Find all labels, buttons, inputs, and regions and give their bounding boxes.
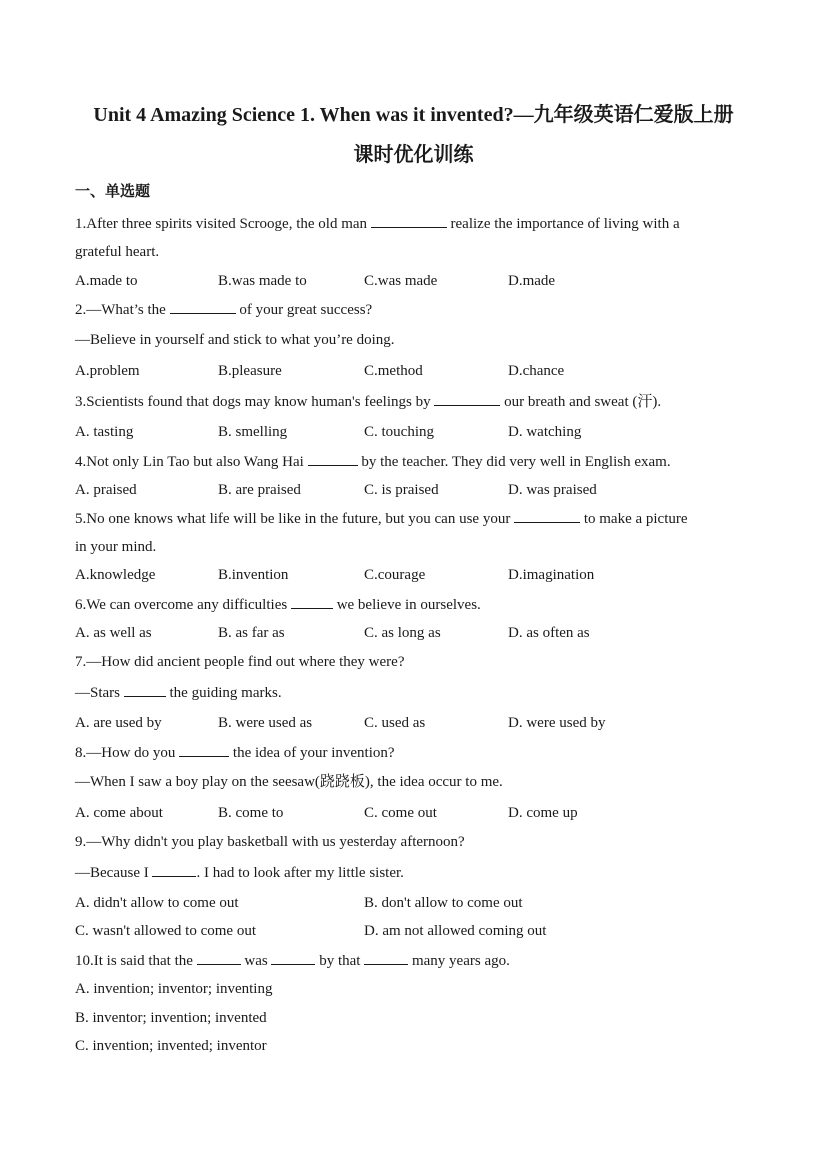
question-8-stem: 8.—How do you the idea of your invention?: [75, 742, 395, 763]
question-1-option-a: A.made to: [75, 273, 138, 289]
question-6-stem: 6.We can overcome any difficulties we believe in ourselves.: [75, 594, 481, 615]
question-1-option-d: D.made: [508, 273, 556, 289]
question-7-stem: 7.—How did ancient people find out where they were?: [75, 654, 405, 670]
question-3-option-a: A. tasting: [75, 424, 134, 440]
answer-blank: [271, 950, 315, 965]
question-9-option-d: D. am not allowed coming out: [364, 923, 547, 939]
question-4-option-c: C. is praised: [364, 482, 439, 498]
answer-blank: [308, 451, 358, 466]
question-7-option-d: D. were used by: [508, 715, 606, 731]
answer-blank: [179, 742, 229, 757]
question-3-stem: 3.Scientists found that dogs may know human's feelings by our breath and sweat (汗).: [75, 391, 661, 412]
answer-blank: [371, 213, 447, 228]
question-9-option-a: A. didn't allow to come out: [75, 895, 239, 911]
question-5-option-b: B.invention: [218, 567, 289, 583]
page-title-line-2: 课时优化训练: [353, 144, 474, 166]
question-10-option-c: C. invention; invented; inventor: [75, 1038, 267, 1054]
question-3-option-c: C. touching: [364, 424, 434, 440]
question-4-option-b: B. are praised: [218, 482, 301, 498]
question-2-option-b: B.pleasure: [218, 363, 282, 379]
question-2-stem: 2.—What’s the of your great success?: [75, 299, 372, 320]
question-4-stem: 4.Not only Lin Tao but also Wang Hai by the teacher. They did very well in English exam.: [75, 451, 671, 472]
question-8-option-d: D. come up: [508, 805, 578, 821]
question-2-option-a: A.problem: [75, 363, 140, 379]
answer-blank: [197, 950, 241, 965]
question-6-option-d: D. as often as: [508, 625, 590, 641]
question-3-option-d: D. watching: [508, 424, 582, 440]
question-10-stem: 10.It is said that the was by that many years ago.: [75, 950, 510, 971]
question-2-reply: —Believe in yourself and stick to what you’re doing.: [75, 332, 395, 348]
question-2-option-c: C.method: [364, 363, 423, 379]
question-4-option-d: D. was praised: [508, 482, 597, 498]
section-heading: 一、单选题: [75, 184, 151, 200]
question-3-option-b: B. smelling: [218, 424, 288, 440]
page-title-line-1: Unit 4 Amazing Science 1. When was it invented?—九年级英语仁爱版上册: [93, 104, 734, 126]
question-1-stem: 1.After three spirits visited Scrooge, the old man realize the importance of living with a: [75, 213, 680, 234]
question-1-stem-cont: grateful heart.: [75, 244, 160, 260]
answer-blank: [434, 391, 500, 406]
question-7-reply: —Stars the guiding marks.: [75, 682, 282, 703]
question-8-option-b: B. come to: [218, 805, 284, 821]
question-1-option-b: B.was made to: [218, 273, 307, 289]
question-5-option-d: D.imagination: [508, 567, 595, 583]
question-8-reply: —When I saw a boy play on the seesaw(跷跷板), the idea occur to me.: [75, 774, 503, 790]
question-1-option-c: C.was made: [364, 273, 438, 289]
question-6-option-b: B. as far as: [218, 625, 285, 641]
question-8-option-c: C. come out: [364, 805, 437, 821]
question-7-option-c: C. used as: [364, 715, 426, 731]
answer-blank: [514, 508, 580, 523]
question-9-option-c: C. wasn't allowed to come out: [75, 923, 257, 939]
question-5-stem: 5.No one knows what life will be like in the future, but you can use your to make a picture: [75, 508, 688, 529]
answer-blank: [124, 682, 166, 697]
question-7-option-b: B. were used as: [218, 715, 313, 731]
answer-blank: [291, 594, 333, 609]
answer-blank: [364, 950, 408, 965]
answer-blank: [170, 299, 236, 314]
answer-blank: [152, 862, 196, 877]
question-9-stem: 9.—Why didn't you play basketball with us yesterday afternoon?: [75, 834, 465, 850]
question-6-option-a: A. as well as: [75, 625, 152, 641]
question-10-option-a: A. invention; inventor; inventing: [75, 981, 273, 997]
question-7-option-a: A. are used by: [75, 715, 162, 731]
question-4-option-a: A. praised: [75, 482, 137, 498]
question-2-option-d: D.chance: [508, 363, 565, 379]
question-10-option-b: B. inventor; invention; invented: [75, 1010, 267, 1026]
question-5-stem-cont: in your mind.: [75, 539, 157, 555]
question-6-option-c: C. as long as: [364, 625, 441, 641]
question-8-option-a: A. come about: [75, 805, 163, 821]
question-5-option-a: A.knowledge: [75, 567, 156, 583]
question-9-reply: —Because I . I had to look after my little sister.: [75, 862, 404, 883]
question-5-option-c: C.courage: [364, 567, 426, 583]
question-9-option-b: B. don't allow to come out: [364, 895, 523, 911]
